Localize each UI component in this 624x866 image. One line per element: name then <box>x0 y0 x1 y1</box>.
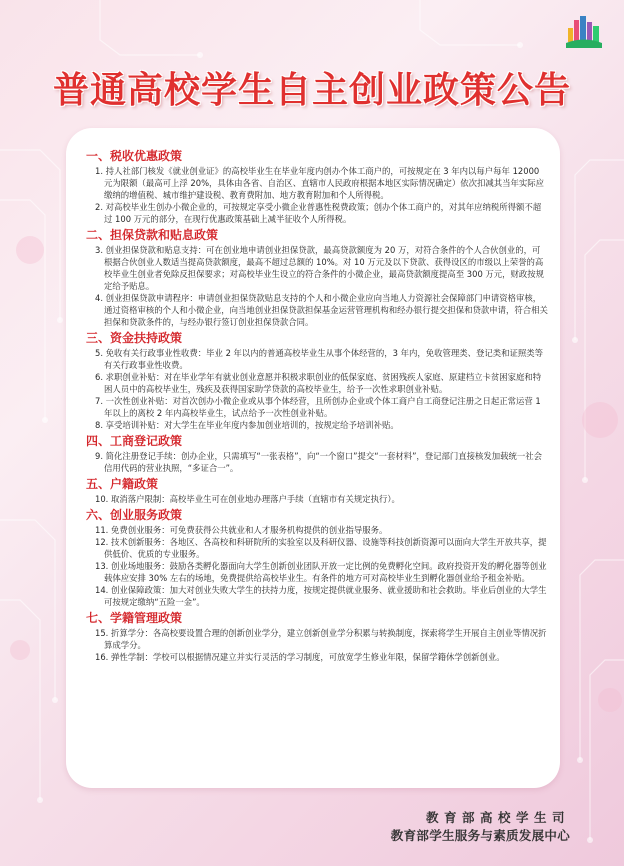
list-item: 7. 一次性创业补贴：对首次创办小微企业或从事个体经营，且所创办企业或个体工商户自工商登记注册之日起正常运营 1 年以上的离校 2 年内高校毕业生，试点给予一次性创业补贴。 <box>95 396 541 418</box>
section-heading: 二、担保贷款和贴息政策 <box>86 228 219 242</box>
list-item: 2. 对高校毕业生创办小微企业的，可按规定享受小微企业普惠性税费政策；创办个体工商户的，对其年应纳税所得额不超过 100 万元的部分，在现行优惠政策基础上减半征收个人所得税。 <box>95 202 542 224</box>
list-item: 1. 持人社部门核发《就业创业证》的高校毕业生在毕业年度内创办个体工商户的，可按规定在 3 年内以每户每年 12000 元为限额（最高可上浮 20%，具体由各省、自治区、直辖市人民政府根据本地区实际情况确定）依次扣减其当年实际应缴纳的增值税、城市维护建设税、教育费附加、地方教育附加和个人所得税。 <box>95 166 545 200</box>
issuer-line-1: 教育部高校学生司 <box>425 810 570 825</box>
issuer-line-2: 教育部学生服务与素质发展中心 <box>390 828 570 843</box>
section-heading: 三、资金扶持政策 <box>86 331 183 345</box>
list-item: 12. 技术创新服务：各地区、各高校和科研院所的实验室以及科研仪器、设施等科技创新资源可以面向大学生开放共享，提供低价、优质的专业服务。 <box>95 537 547 559</box>
list-item: 4. 创业担保贷款申请程序：申请创业担保贷款贴息支持的个人和小微企业应向当地人力资源社会保障部门申请资格审核，通过资格审核的个人和小微企业，向当地创业担保贷款担保基金运营管理机构和经办银行提交担保和贷款申请，符合相关担保和贷款条件的，与经办银行签订创业担保贷款合同。 <box>95 293 548 327</box>
list-item: 6. 求职创业补贴：对在毕业学年有就业创业意愿并积极求职创业的低保家庭、贫困残疾人家庭、原建档立卡贫困家庭和特困人员中的高校毕业生，残疾及获得国家助学贷款的高校毕业生，给予一次性求职创业补贴。 <box>95 372 542 394</box>
section-heading: 七、学籍管理政策 <box>86 611 183 625</box>
list-item: 3. 创业担保贷款和贴息支持：可在创业地申请创业担保贷款，最高贷款额度为 20 万，对符合条件的个人合伙创业的，可根据合伙创业人数适当提高贷款额度，最高不超过总额的 10%。对 10 万元及以下贷款、获得设区的市级以上荣誉的高校毕业生创业者免除反担保要求；对高校毕业生设立的符合条件的小微企业，最高贷款额度提高至 300 万元，财政按规定给予贴息。 <box>95 245 545 291</box>
list-item: 13. 创业场地服务：鼓励各类孵化器面向大学生创新创业团队开放一定比例的免费孵化空间。政府投资开发的孵化器等创业载体应安排 30% 左右的场地，免费提供给高校毕业生。有条件的地方可对高校毕业生到孵化器创业给予租金补贴。 <box>95 561 547 583</box>
list-item: 11. 免费创业服务：可免费获得公共就业和人才服务机构提供的创业指导服务。 <box>95 525 388 535</box>
list-item: 8. 享受培训补贴：对大学生在毕业年度内参加创业培训的，按规定给予培训补贴。 <box>95 420 399 430</box>
list-item: 10. 取消落户限制：高校毕业生可在创业地办理落户手续（直辖市有关规定执行）。 <box>95 494 400 504</box>
list-item: 15. 折算学分：各高校要设置合理的创新创业学分，建立创新创业学分积累与转换制度，探索将学生开展自主创业等情况折算成学分。 <box>95 628 547 650</box>
section-registration <box>86 433 548 474</box>
page-title: 普通高校学生自主创业政策公告 <box>52 70 571 111</box>
section-academic <box>86 610 548 663</box>
list-item: 14. 创业保障政策：加大对创业失败大学生的扶持力度，按规定提供就业服务、就业援助和社会救助。毕业后创业的大学生可按规定缴纳“五险一金”。 <box>95 585 547 607</box>
section-heading: 一、税收优惠政策 <box>86 149 183 163</box>
section-tax <box>86 148 548 225</box>
section-heading: 六、创业服务政策 <box>86 508 183 522</box>
city-skyline-logo-icon <box>566 12 602 48</box>
list-item: 16. 弹性学制：学校可以根据情况建立并实行灵活的学习制度，可放宽学生修业年限，保留学籍休学创新创业。 <box>95 652 505 662</box>
section-services <box>86 507 548 608</box>
section-heading: 四、工商登记政策 <box>86 434 183 448</box>
policy-content <box>86 146 548 663</box>
section-heading: 五、户籍政策 <box>86 477 159 491</box>
list-item: 9. 简化注册登记手续：创办企业，只需填写“一张表格”，向“一个窗口”提交“一套材料”，登记部门直接核发加载统一社会信用代码的营业执照，“多证合一”。 <box>95 451 543 473</box>
section-loan <box>86 227 548 328</box>
list-item: 5. 免收有关行政事业性收费：毕业 2 年以内的普通高校毕业生从事个体经营的，3 年内，免收管理类、登记类和证照类等有关行政事业性收费。 <box>95 348 544 370</box>
section-household <box>86 476 548 505</box>
section-funding <box>86 330 548 431</box>
